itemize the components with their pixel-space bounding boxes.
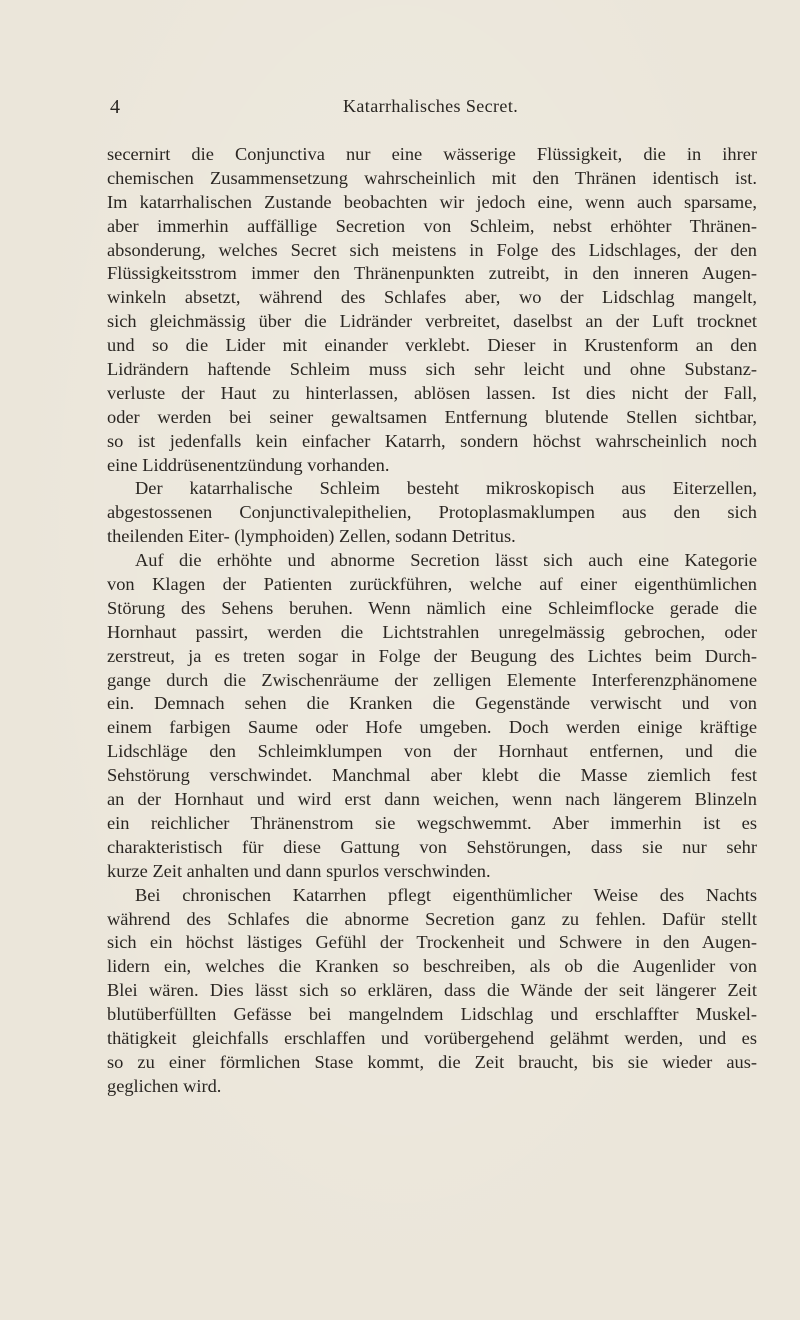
text-line: charakteristisch für diese Gattung von Sehstörungen, dass sie nur sehr — [107, 836, 757, 857]
text-line: Blei wären. Dies lässt sich so erklären, dass die Wände der seit längerer Zeit — [107, 980, 757, 1001]
text-line: winkeln absetzt, während des Schlafes aber, wo der Lidschlag mangelt, — [107, 287, 757, 308]
text-line: sich gleichmässig über die Lidränder verbreitet, daselbst an der Luft trocknet — [107, 311, 757, 332]
text-line: eine Liddrüsenentzündung vorhanden. — [107, 454, 390, 475]
text-line: geglichen wird. — [107, 1075, 222, 1096]
text-line: zerstreut, ja es treten sogar in Folge der Beugung des Lichtes beim Durch- — [107, 645, 757, 666]
text-line: einem farbigen Saume oder Hofe umgeben. Doch werden einige kräftige — [107, 717, 757, 738]
text-line: thätigkeit gleichfalls erschlaffen und vorübergehend gelähmt werden, und es — [107, 1027, 757, 1048]
text-line: sich ein höchst lästiges Gefühl der Trockenheit und Schwere in den Augen- — [107, 932, 757, 953]
text-line: ein. Demnach sehen die Kranken die Gegenstände verwischt und von — [107, 693, 757, 714]
running-title: Katarrhalisches Secret. — [343, 96, 519, 116]
text-line: während des Schlafes die abnorme Secretion ganz zu fehlen. Dafür stellt — [107, 908, 757, 929]
text-line: theilenden Eiter- (lymphoiden) Zellen, sodann Detritus. — [107, 526, 516, 547]
paragraph — [107, 549, 757, 883]
text-line: aber immerhin auffällige Secretion von Schleim, nebst erhöhter Thränen- — [107, 215, 757, 236]
text-line: gange durch die Zwischenräume der zelligen Elemente Interferenzphänomene — [107, 669, 757, 690]
page-number: 4 — [110, 96, 120, 118]
text-line: Auf die erhöhte und abnorme Secretion lässt sich auch eine Kategorie — [135, 550, 757, 571]
body-text — [107, 143, 757, 1099]
text-line: oder werden bei seiner gewaltsamen Entfernung blutende Stellen sichtbar, — [107, 406, 757, 427]
text-line: Störung des Sehens beruhen. Wenn nämlich eine Schleimflocke gerade die — [107, 597, 757, 618]
text-line: Bei chronischen Katarrhen pflegt eigenthümlicher Weise des Nachts — [135, 884, 757, 905]
text-line: kurze Zeit anhalten und dann spurlos verschwinden. — [107, 860, 491, 881]
text-line: von Klagen der Patienten zurückführen, welche auf einer eigenthümlichen — [107, 574, 757, 595]
text-line: blutüberfüllten Gefässe bei mangelndem Lidschlag und erschlaffter Muskel- — [107, 1004, 757, 1025]
text-line: chemischen Zusammensetzung wahrscheinlich mit den Thränen identisch ist. — [107, 167, 757, 188]
text-line: Der katarrhalische Schleim besteht mikroskopisch aus Eiterzellen, — [135, 478, 757, 499]
text-line: Flüssigkeitsstrom immer den Thränenpunkten zutreibt, in den inneren Augen- — [107, 263, 757, 284]
text-line: Im katarrhalischen Zustande beobachten wir jedoch eine, wenn auch sparsame, — [107, 191, 757, 212]
text-line: Sehstörung verschwindet. Manchmal aber klebt die Masse ziemlich fest — [107, 765, 757, 786]
running-head — [110, 94, 750, 124]
text-line: Lidschläge den Schleimklumpen von der Hornhaut entfernen, und die — [107, 741, 757, 762]
text-line: lidern ein, welches die Kranken so beschreiben, als ob die Augenlider von — [107, 956, 757, 977]
text-line: an der Hornhaut und wird erst dann weichen, wenn nach längerem Blinzeln — [107, 789, 757, 810]
text-line: verluste der Haut zu hinterlassen, ablösen lassen. Ist dies nicht der Fall, — [107, 382, 757, 403]
text-line: Lidrändern haftende Schleim muss sich sehr leicht und ohne Substanz- — [107, 359, 757, 380]
paragraph — [107, 884, 757, 1099]
text-line: absonderung, welches Secret sich meistens in Folge des Lidschlages, der den — [107, 239, 757, 260]
paragraph — [107, 143, 757, 477]
text-line: Hornhaut passirt, werden die Lichtstrahlen unregelmässig gebrochen, oder — [107, 621, 757, 642]
text-line: secernirt die Conjunctiva nur eine wässerige Flüssigkeit, die in ihrer — [107, 144, 757, 164]
text-line: ein reichlicher Thränenstrom sie wegschwemmt. Aber immerhin ist es — [107, 812, 757, 833]
text-line: so zu einer förmlichen Stase kommt, die Zeit braucht, bis sie wieder aus- — [107, 1051, 757, 1072]
text-line: abgestossenen Conjunctivalepithelien, Protoplasmaklumpen aus den sich — [107, 502, 757, 523]
text-line: so ist jedenfalls kein einfacher Katarrh, sondern höchst wahrscheinlich noch — [107, 430, 757, 451]
text-line: und so die Lider mit einander verklebt. Dieser in Krustenform an den — [107, 335, 757, 356]
paragraph — [107, 477, 757, 549]
